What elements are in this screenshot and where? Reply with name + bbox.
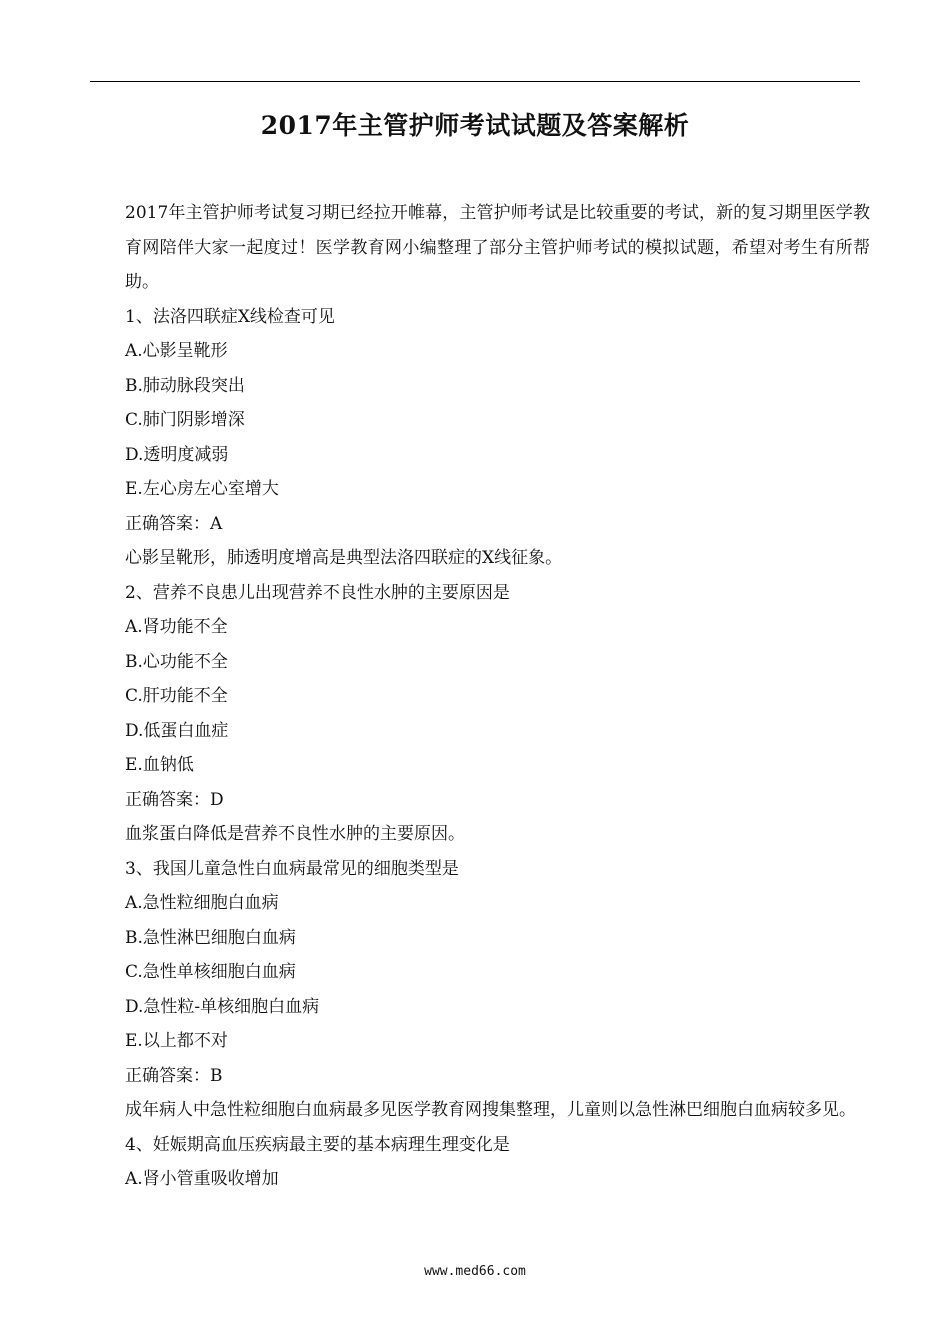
answer-line: 正确答案：B bbox=[125, 1065, 223, 1086]
option-a: A.肾小管重吸收增加 bbox=[125, 1169, 279, 1189]
option-b: B.心功能不全 bbox=[125, 651, 228, 672]
question-stem: 1、法洛四联症X线检查可见 bbox=[125, 306, 335, 327]
option-a: A.心影呈靴形 bbox=[125, 341, 228, 361]
option-c: C.急性单核细胞白血病 bbox=[125, 962, 296, 982]
option-d: D.急性粒-单核细胞白血病 bbox=[125, 996, 320, 1017]
option-c: C.肺门阴影增深 bbox=[125, 410, 245, 430]
option-b: B.肺动脉段突出 bbox=[125, 375, 245, 396]
option-c: C.肝功能不全 bbox=[125, 686, 228, 706]
option-a: A.急性粒细胞白血病 bbox=[125, 893, 279, 913]
option-e: E.左心房左心室增大 bbox=[125, 479, 279, 499]
page-title: 2017年主管护师考试试题及答案解析 bbox=[260, 111, 690, 140]
explanation: 血浆蛋白降低是营养不良性水肿的主要原因。 bbox=[125, 824, 465, 844]
option-d: D.透明度减弱 bbox=[125, 444, 229, 465]
answer-line: 正确答案：D bbox=[125, 789, 224, 810]
option-b: B.急性淋巴细胞白血病 bbox=[125, 927, 296, 948]
explanation: 心影呈靴形，肺透明度增高是典型法洛四联症的X线征象。 bbox=[125, 548, 563, 568]
explanation: 成年病人中急性粒细胞白血病最多见医学教育网搜集整理，儿童则以急性淋巴细胞白血病较多见。 bbox=[125, 1100, 856, 1120]
question-stem: 3、我国儿童急性白血病最常见的细胞类型是 bbox=[125, 858, 459, 879]
option-d: D.低蛋白血症 bbox=[125, 720, 229, 741]
document-body bbox=[125, 196, 870, 1197]
option-e: E.血钠低 bbox=[125, 755, 194, 775]
question-stem: 4、妊娠期高血压疾病最主要的基本病理生理变化是 bbox=[125, 1134, 510, 1155]
footer-url: www.med66.com bbox=[424, 1264, 526, 1279]
answer-line: 正确答案：A bbox=[125, 513, 223, 534]
option-a: A.肾功能不全 bbox=[125, 617, 228, 637]
intro-paragraph: 2017年主管护师考试复习期已经拉开帷幕，主管护师考试是比较重要的考试，新的复习期里医学教育网陪伴大家一起度过！医学教育网小编整理了部分主管护师考试的模拟试题，希望对考生有所帮助。 bbox=[125, 203, 870, 292]
option-e: E.以上都不对 bbox=[125, 1031, 228, 1051]
question-stem: 2、营养不良患儿出现营养不良性水肿的主要原因是 bbox=[125, 582, 510, 603]
top-rule bbox=[90, 81, 860, 82]
